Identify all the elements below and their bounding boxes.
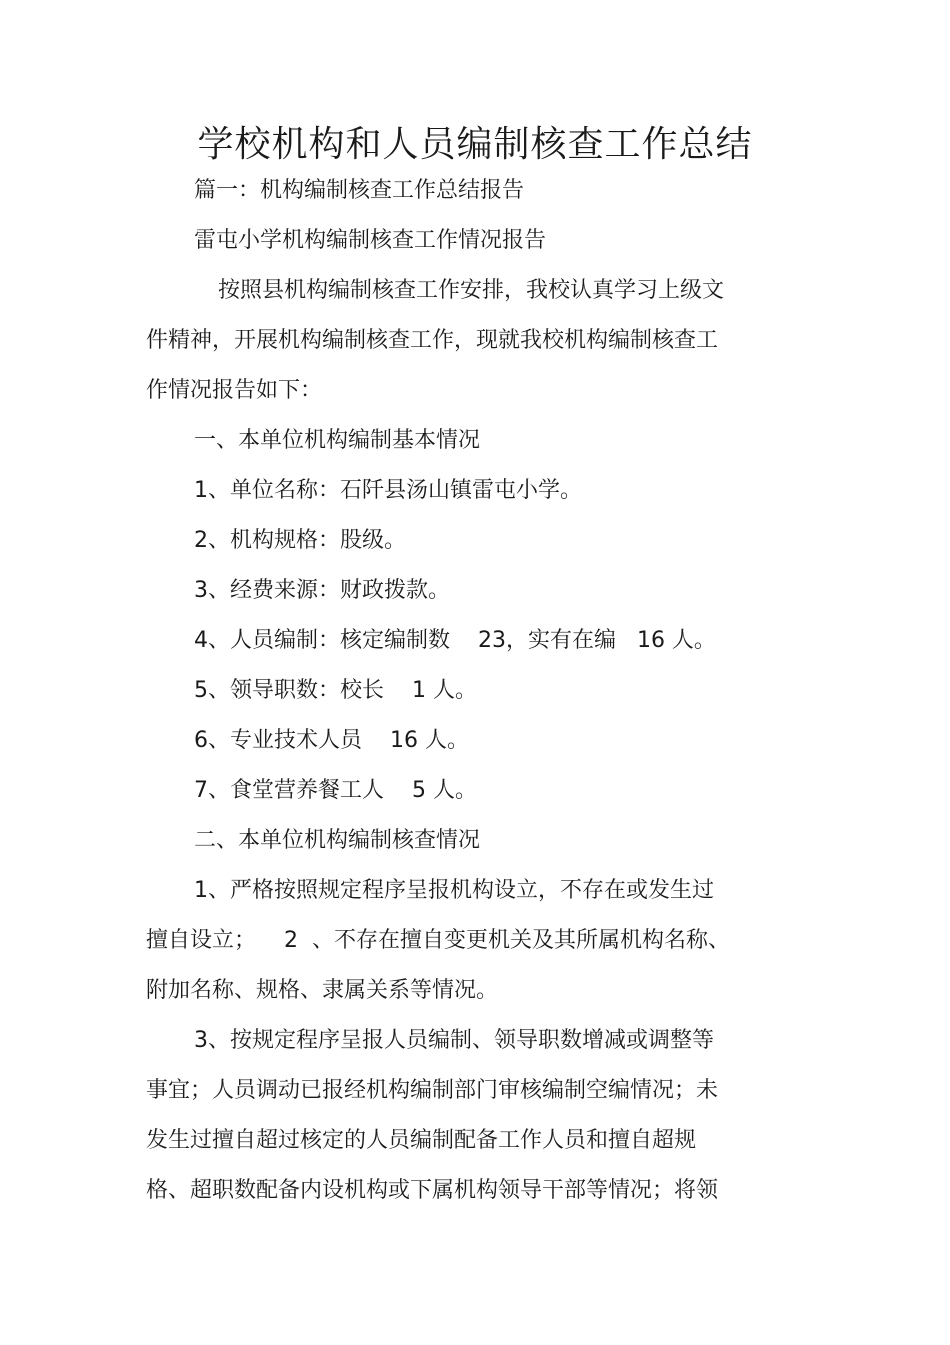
chapter-heading: 篇一：机构编制核查工作总结报告 — [194, 178, 525, 203]
section-heading-1: 一、本单位机构编制基本情况 — [194, 428, 481, 453]
report-heading: 雷屯小学机构编制核查工作情况报告 — [194, 228, 547, 253]
section-heading-2: 二、本单位机构编制核查情况 — [194, 828, 481, 853]
paragraph-line: 3、按规定程序呈报人员编制、领导职数增减或调整等 — [194, 1028, 714, 1053]
list-item: 3、经费来源：财政拨款。 — [194, 578, 450, 603]
paragraph-line: 按照县机构编制核查工作安排，我校认真学习上级文 — [218, 278, 725, 303]
paragraph-line: 擅自设立； 2 、不存在擅自变更机关及其所属机构名称、 — [146, 928, 730, 953]
list-item: 1、单位名称：石阡县汤山镇雷屯小学。 — [194, 478, 582, 503]
list-item: 7、食堂营养餐工人 5 人。 — [194, 778, 477, 803]
paragraph-line: 件精神，开展机构编制核查工作，现就我校机构编制核查工 — [146, 328, 719, 353]
list-item: 2、机构规格：股级。 — [194, 528, 406, 553]
list-item: 6、专业技术人员 16 人。 — [194, 728, 469, 753]
paragraph-line: 发生过擅自超过核定的人员编制配备工作人员和擅自超规 — [146, 1128, 697, 1153]
paragraph-line: 事宜；人员调动已报经机构编制部门审核编制空编情况；未 — [146, 1078, 719, 1103]
document-title: 学校机构和人员编制核查工作总结 — [197, 124, 753, 165]
paragraph-line: 附加名称、规格、隶属关系等情况。 — [146, 978, 499, 1003]
paragraph-line: 作情况报告如下： — [146, 378, 323, 403]
paragraph-line: 格、超职数配备内设机构或下属机构领导干部等情况；将领 — [146, 1178, 719, 1203]
paragraph-line: 1、严格按照规定程序呈报机构设立，不存在或发生过 — [194, 878, 714, 903]
list-item: 5、领导职数：校长 1 人。 — [194, 678, 477, 703]
list-item: 4、人员编制：核定编制数 23，实有在编 16 人。 — [194, 628, 716, 653]
